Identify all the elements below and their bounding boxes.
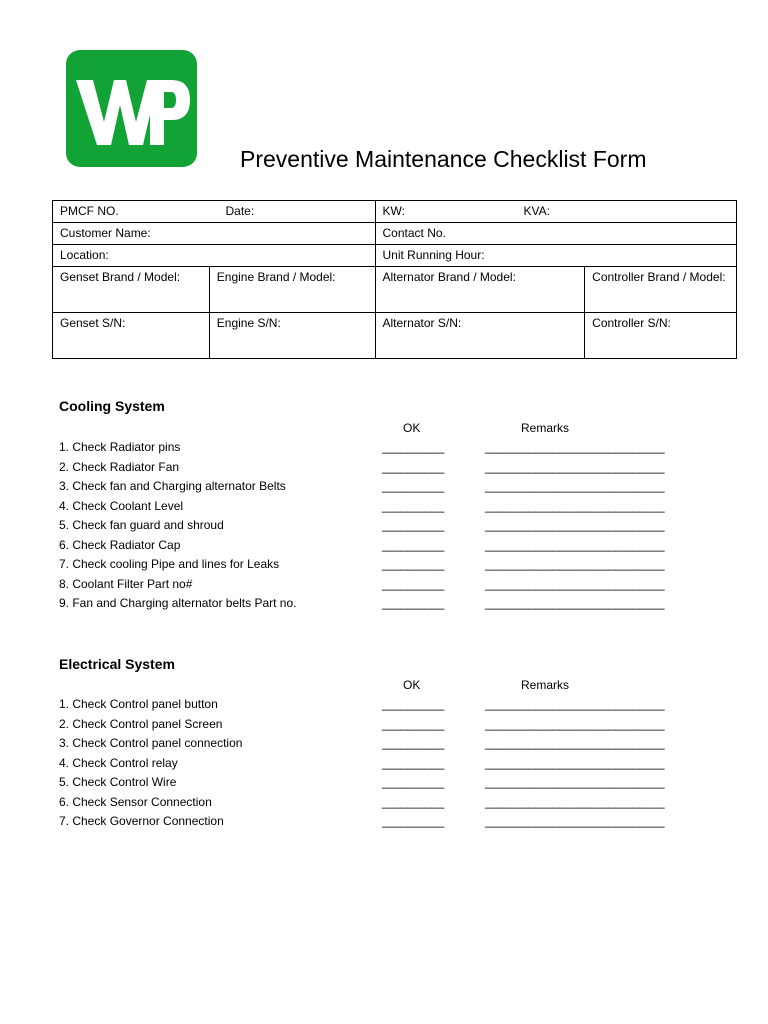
genset-brand-cell[interactable] <box>53 267 210 313</box>
checklist-item: 8. Coolant Filter Part no# <box>59 576 193 591</box>
checklist-item: 4. Check Coolant Level <box>59 498 184 513</box>
checklist-item: 7. Check cooling Pipe and lines for Leaks <box>59 557 280 571</box>
checklist-item: 6. Check Radiator Cap <box>59 537 181 552</box>
controller-sn-label: Controller S/N: <box>592 316 671 330</box>
kw-kva-cell[interactable] <box>375 201 737 223</box>
ok-blank-field[interactable]: __________ <box>382 459 444 474</box>
controller-brand-cell[interactable] <box>585 267 737 313</box>
engine-brand-cell[interactable] <box>209 267 375 313</box>
alternator-sn-cell[interactable] <box>375 313 585 359</box>
checklist-item: 2. Check Radiator Fan <box>59 459 180 474</box>
checklist-item: 2. Check Control panel Screen <box>59 716 223 731</box>
unit-running-hour-cell[interactable] <box>375 245 737 267</box>
ok-blank-field[interactable]: __________ <box>382 498 444 513</box>
ok-blank-field[interactable]: __________ <box>382 814 444 828</box>
checklist-item: 5. Check Control Wire <box>59 775 177 789</box>
remarks-blank-field[interactable]: _____________________________ <box>485 814 665 828</box>
electrical-section-title: Electrical System <box>59 656 175 672</box>
engine-brand-label: Engine Brand / Model: <box>216 270 336 284</box>
remarks-blank-field[interactable]: _____________________________ <box>485 440 665 454</box>
header-info-table <box>52 200 737 359</box>
kva-label: KVA: <box>523 204 550 218</box>
contact-no-label: Contact No. <box>382 226 446 240</box>
unit-running-hour-label: Unit Running Hour: <box>382 248 485 262</box>
remarks-blank-field[interactable]: _____________________________ <box>485 557 665 571</box>
cooling-ok-header: OK <box>403 421 421 435</box>
engine-sn-cell[interactable] <box>209 313 375 359</box>
ok-blank-field[interactable]: __________ <box>382 537 444 552</box>
alternator-brand-cell[interactable] <box>375 267 585 313</box>
checklist-item: 4. Check Control relay <box>59 755 178 770</box>
checklist-item: 9. Fan and Charging alternator belts Part no. <box>59 596 297 610</box>
remarks-blank-field[interactable]: _____________________________ <box>485 537 665 552</box>
cooling-section-title: Cooling System <box>59 398 165 414</box>
checklist-item: 3. Check fan and Charging alternator Belts <box>59 479 286 493</box>
remarks-blank-field[interactable]: _____________________________ <box>485 459 665 474</box>
pmcf-no-label: PMCF NO. <box>60 204 119 218</box>
contact-no-cell[interactable] <box>375 223 737 245</box>
remarks-blank-field[interactable]: _____________________________ <box>485 755 665 770</box>
controller-brand-label: Controller Brand / Model: <box>592 270 726 284</box>
electrical-ok-header: OK <box>403 678 421 692</box>
remarks-blank-field[interactable]: _____________________________ <box>485 736 665 750</box>
checklist-item: 1. Check Radiator pins <box>59 440 181 454</box>
remarks-blank-field[interactable]: _____________________________ <box>485 479 665 493</box>
checklist-item: 3. Check Control panel connection <box>59 736 243 750</box>
pmcf-date-cell[interactable] <box>53 201 376 223</box>
remarks-blank-field[interactable]: _____________________________ <box>485 518 665 532</box>
ok-blank-field[interactable]: __________ <box>382 794 444 809</box>
remarks-blank-field[interactable]: _____________________________ <box>485 596 665 610</box>
ok-blank-field[interactable]: __________ <box>382 736 444 750</box>
alternator-sn-label: Alternator S/N: <box>382 316 462 330</box>
ok-blank-field[interactable]: __________ <box>382 557 444 571</box>
genset-brand-label: Genset Brand / Model: <box>60 270 181 284</box>
company-logo <box>66 50 197 167</box>
alternator-brand-label: Alternator Brand / Model: <box>382 270 516 284</box>
checklist-item: 7. Check Governor Connection <box>59 814 224 828</box>
genset-sn-cell[interactable] <box>53 313 210 359</box>
genset-sn-label: Genset S/N: <box>60 316 126 330</box>
page-title: Preventive Maintenance Checklist Form <box>240 146 647 172</box>
cooling-remarks-header: Remarks <box>521 421 570 435</box>
ok-blank-field[interactable]: __________ <box>382 576 444 591</box>
customer-name-label: Customer Name: <box>60 226 151 240</box>
location-cell[interactable] <box>53 245 376 267</box>
ok-blank-field[interactable]: __________ <box>382 440 444 454</box>
wp-logo-mark <box>66 50 197 167</box>
checklist-item: 6. Check Sensor Connection <box>59 794 212 809</box>
kw-label: KW: <box>382 204 405 218</box>
electrical-remarks-header: Remarks <box>521 678 570 692</box>
remarks-blank-field[interactable]: _____________________________ <box>485 576 665 591</box>
remarks-blank-field[interactable]: _____________________________ <box>485 716 665 731</box>
ok-blank-field[interactable]: __________ <box>382 755 444 770</box>
remarks-blank-field[interactable]: _____________________________ <box>485 697 665 711</box>
checklist-item: 1. Check Control panel button <box>59 697 218 711</box>
ok-blank-field[interactable]: __________ <box>382 479 444 493</box>
controller-sn-cell[interactable] <box>585 313 737 359</box>
date-label: Date: <box>225 204 255 218</box>
ok-blank-field[interactable]: __________ <box>382 697 444 711</box>
engine-sn-label: Engine S/N: <box>216 316 281 330</box>
ok-blank-field[interactable]: __________ <box>382 716 444 731</box>
checklist-item: 5. Check fan guard and shroud <box>59 518 224 532</box>
ok-blank-field[interactable]: __________ <box>382 775 444 789</box>
remarks-blank-field[interactable]: _____________________________ <box>485 775 665 789</box>
ok-blank-field[interactable]: __________ <box>382 596 444 610</box>
location-label: Location: <box>60 248 109 262</box>
customer-name-cell[interactable] <box>53 223 376 245</box>
remarks-blank-field[interactable]: _____________________________ <box>485 794 665 809</box>
remarks-blank-field[interactable]: _____________________________ <box>485 498 665 513</box>
ok-blank-field[interactable]: __________ <box>382 518 444 532</box>
